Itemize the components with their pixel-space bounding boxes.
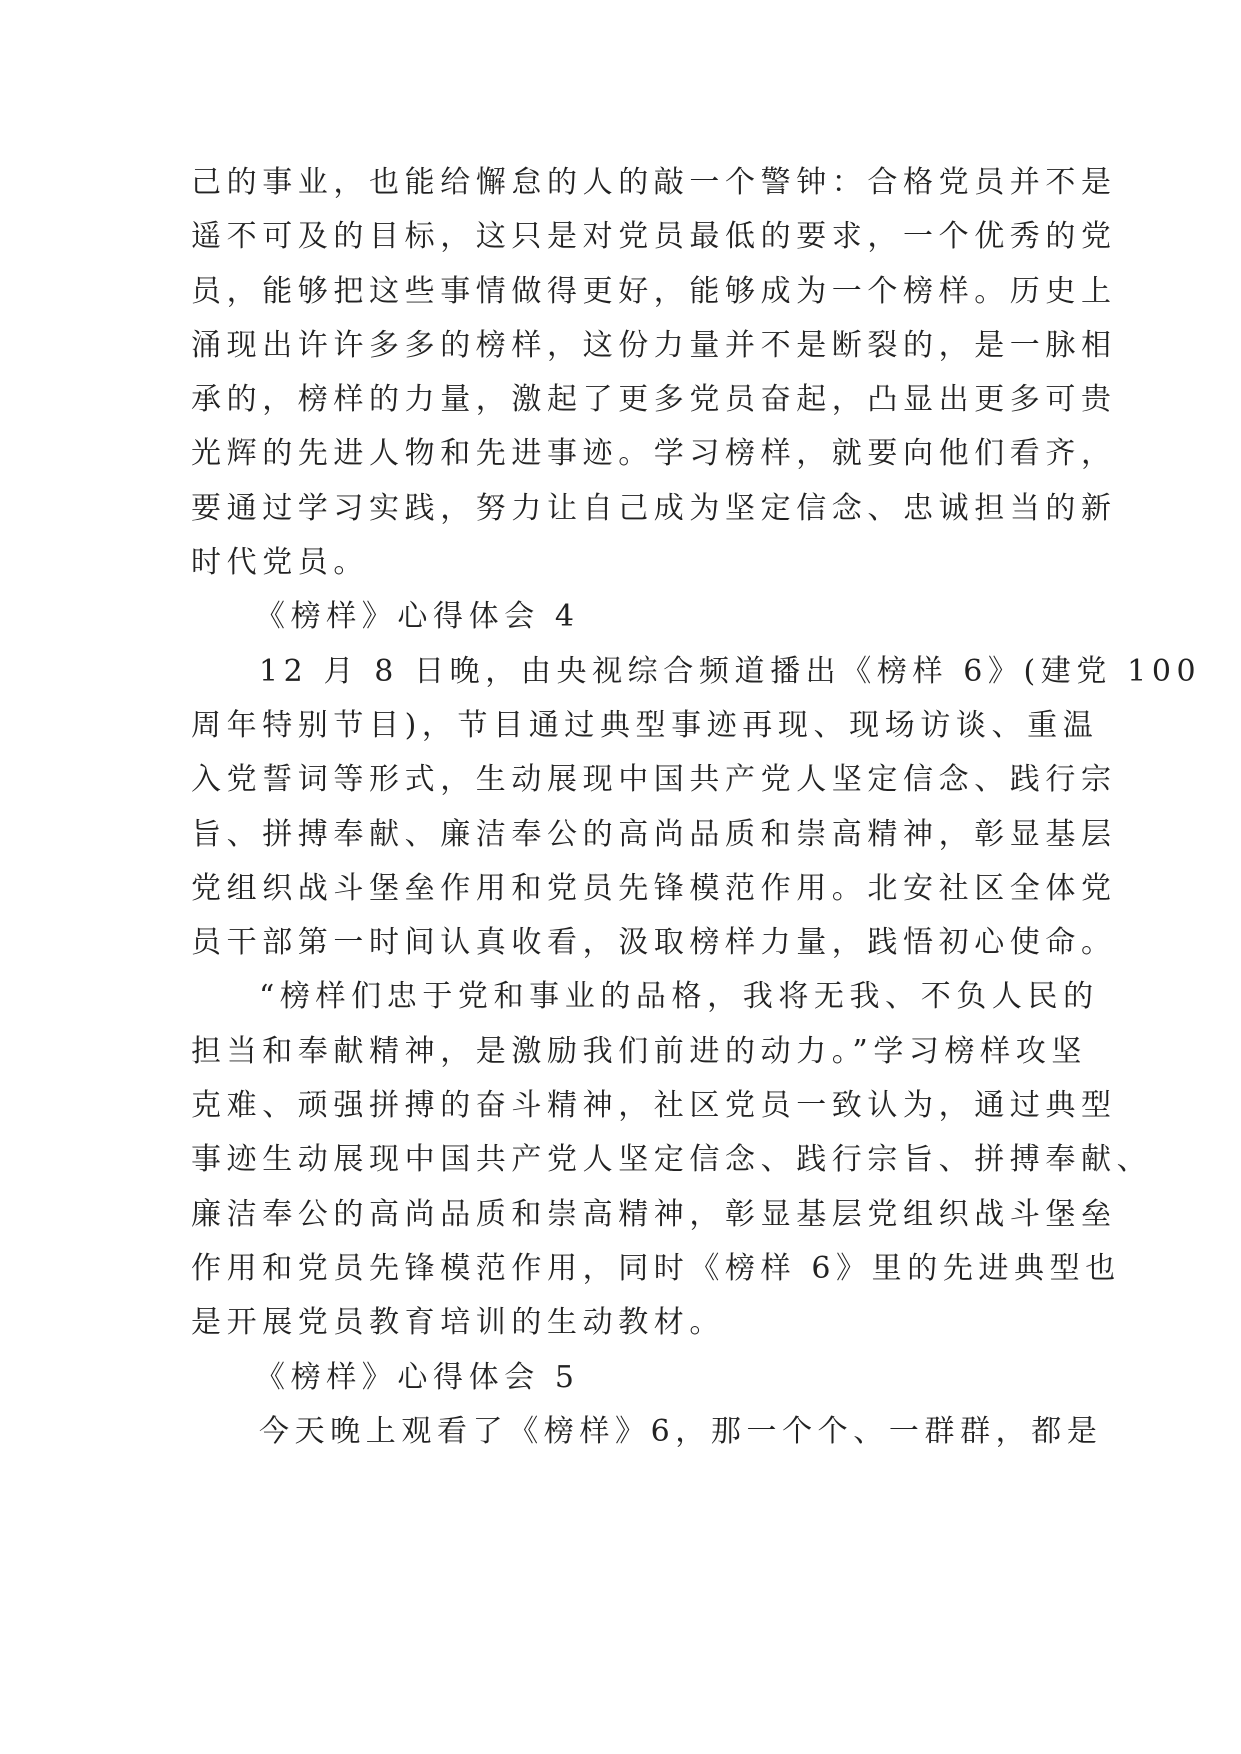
text-line: 己的事业，也能给懈怠的人的敲一个警钟：合格党员并不是 xyxy=(191,165,1117,200)
text-line: 担当和奉献精神，是激励我们前进的动力。”学习榜样攻坚 xyxy=(191,1033,1087,1069)
text-line: 旨、拼搏奉献、廉洁奉公的高尚品质和崇高精神，彰显基层 xyxy=(191,816,1117,852)
paragraph-first-line: 今天晚上观看了《榜样》6，那一个个、一群群，都是 xyxy=(259,1413,1103,1449)
text-line: 遥不可及的目标，这只是对党员最低的要求，一个优秀的党 xyxy=(191,219,1117,255)
text-line: 周年特别节目)，节目通过典型事迹再现、现场访谈、重温 xyxy=(191,707,1099,743)
text-line: 入党誓词等形式，生动展现中国共产党人坚定信念、践行宗 xyxy=(191,762,1117,798)
text-line: 涌现出许许多多的榜样，这份力量并不是断裂的，是一脉相 xyxy=(191,327,1117,363)
text-line: 克难、顽强拼搏的奋斗精神，社区党员一致认为，通过典型 xyxy=(191,1088,1117,1124)
text-line: 光辉的先进人物和先进事迹。学习榜样，就要向他们看齐， xyxy=(191,436,1117,472)
text-line: 员干部第一时间认真收看，汲取榜样力量，践悟初心使命。 xyxy=(191,925,1117,961)
text-line: 要通过学习实践，努力让自己成为坚定信念、忠诚担当的新 xyxy=(191,490,1117,526)
text-line: 承的，榜样的力量，激起了更多党员奋起，凸显出更多可贵 xyxy=(191,382,1117,418)
paragraph-first-line: “榜样们忠于党和事业的品格，我将无我、不负人民的 xyxy=(259,979,1099,1015)
section-heading: 《榜样》心得体会 5 xyxy=(255,1359,580,1395)
text-line: 事迹生动展现中国共产党人坚定信念、践行宗旨、拼搏奉献、 xyxy=(191,1142,1153,1178)
text-line: 廉洁奉公的高尚品质和崇高精神，彰显基层党组织战斗堡垒 xyxy=(191,1196,1117,1232)
text-line: 党组织战斗堡垒作用和党员先锋模范作用。北安社区全体党 xyxy=(191,870,1117,906)
section-heading: 《榜样》心得体会 4 xyxy=(255,599,580,635)
text-line: 作用和党员先锋模范作用，同时《榜样 6》里的先进典型也 xyxy=(191,1250,1121,1286)
text-line: 时代党员。 xyxy=(191,545,369,581)
text-line: 员，能够把这些事情做得更好，能够成为一个榜样。历史上 xyxy=(191,273,1117,309)
paragraph-first-line: 12 月 8 日晚，由央视综合频道播出《榜样 6》(建党 100 xyxy=(259,653,1202,689)
text-line: 是开展党员教育培训的生动教材。 xyxy=(191,1305,725,1341)
document-body xyxy=(191,156,1202,1459)
